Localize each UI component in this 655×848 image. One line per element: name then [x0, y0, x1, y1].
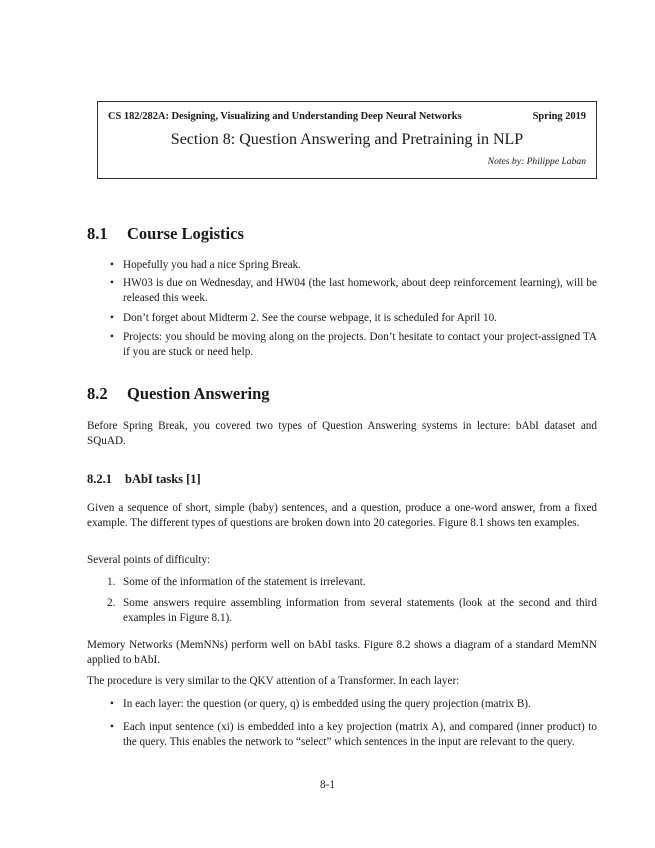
- course-header: [108, 111, 586, 122]
- document-title: Section 8: Question Answering and Pretraining in NLP: [170, 131, 524, 148]
- title-box: [97, 101, 597, 179]
- paragraph: Given a sequence of short, simple (baby) sentences, and a question, produce a one-word answer, from a fixed example. The different types of questions are broken down into 20 categories. Figure 8.1 shows ten examples.: [87, 502, 597, 529]
- paragraph: The procedure is very similar to the QKV attention of a Transformer. In each layer:: [87, 675, 460, 687]
- item-number: 2.: [107, 597, 116, 609]
- term: Spring 2019: [532, 111, 586, 122]
- paragraph: Memory Networks (MemNNs) perform well on bAbI tasks. Figure 8.2 shows a diagram of a standard MemNN applied to bAbI.: [87, 639, 597, 666]
- list-item: • Projects: you should be moving along on the projects. Don’t hesitate to contact your project-assigned TA if you are stuck or need help.: [110, 331, 597, 358]
- list-text: Don’t forget about Midterm 2. See the course webpage, it is scheduled for April 10.: [123, 312, 497, 324]
- author-note: Notes by: Philippe Laban: [487, 156, 586, 167]
- section-number: 8.1: [87, 224, 108, 243]
- item-number: 1.: [107, 576, 116, 588]
- section-title: Course Logistics: [127, 224, 244, 243]
- paragraph: Several points of difficulty:: [87, 554, 211, 566]
- list-item: • Hopefully you had a nice Spring Break.: [110, 259, 302, 271]
- subsection-title: bAbI tasks [1]: [125, 472, 201, 486]
- page-number: 8-1: [320, 779, 335, 791]
- numbered-item: [107, 596, 597, 626]
- section-heading: [87, 384, 270, 404]
- list-item: • Each input sentence (xi) is embedded into a key projection (matrix A), and compared (inner product) to the query. This enables the network to “select” which sentences in the input are relevant to the query.: [110, 721, 597, 748]
- list-text: Hopefully you had a nice Spring Break.: [123, 259, 302, 271]
- section-number: 8.2: [87, 384, 108, 403]
- list-item: • HW03 is due on Wednesday, and HW04 (the last homework, about deep reinforcement learning), will be released this week.: [110, 277, 597, 304]
- list-item: • In each layer: the question (or query, q) is embedded using the query projection (matrix B).: [110, 698, 531, 710]
- subsection-heading: [87, 472, 201, 487]
- paragraph: Before Spring Break, you covered two types of Question Answering systems in lecture: bAbI dataset and SQuAD.: [87, 420, 597, 447]
- course-name: CS 182/282A: Designing, Visualizing and Understanding Deep Neural Networks: [108, 111, 462, 122]
- list-text: Each input sentence (xi) is embedded into a key projection (matrix A), and compared (inner product) to the query. This enables the network to “select” which sentences in the input are relevant to the query.: [123, 721, 597, 748]
- item-text: Some of the information of the statement is irrelevant.: [123, 576, 366, 588]
- section-title: Question Answering: [127, 384, 270, 403]
- list-text: In each layer: the question (or query, q) is embedded using the query projection (matrix B).: [123, 698, 531, 710]
- numbered-item: [107, 575, 597, 590]
- list-text: HW03 is due on Wednesday, and HW04 (the last homework, about deep reinforcement learning), will be released this week.: [123, 277, 597, 304]
- list-item: • Don’t forget about Midterm 2. See the course webpage, it is scheduled for April 10.: [110, 312, 497, 324]
- item-text: Some answers require assembling information from several statements (look at the second and third examples in Figure 8.1).: [123, 597, 597, 624]
- list-text: Projects: you should be moving along on the projects. Don’t hesitate to contact your project-assigned TA if you are stuck or need help.: [123, 331, 597, 358]
- subsection-number: 8.2.1: [87, 472, 112, 486]
- section-heading: [87, 224, 244, 244]
